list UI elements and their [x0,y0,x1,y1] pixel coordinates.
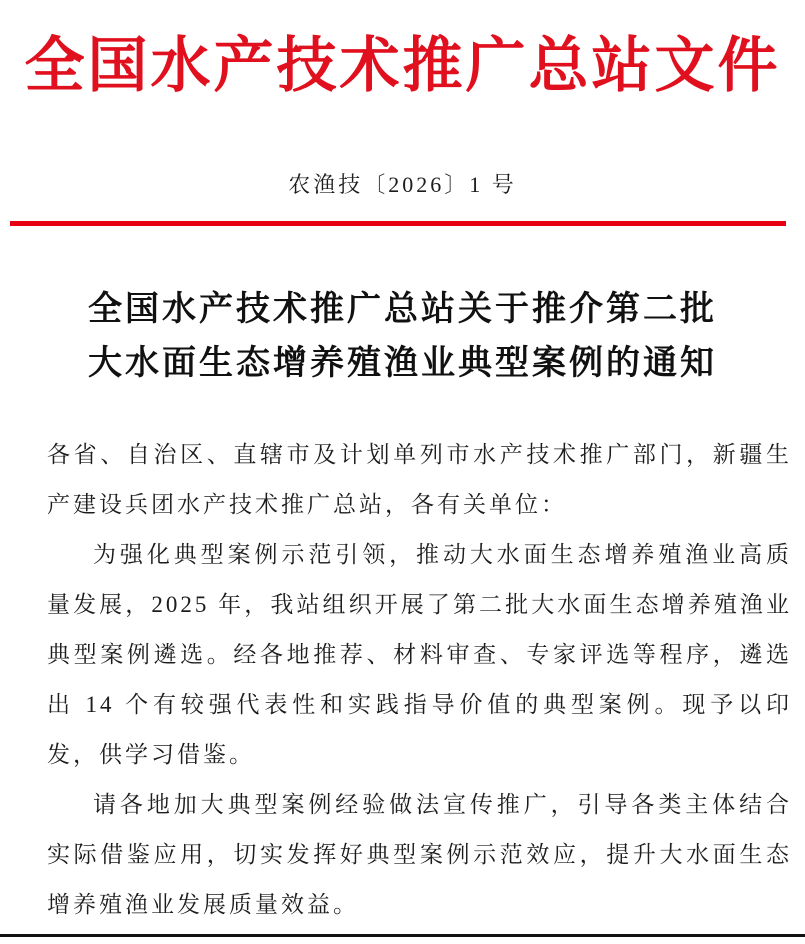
paragraph-promotion-request: 请各地加大典型案例经验做法宣传推广，引导各类主体结合实际借鉴应用，切实发挥好典型案例示范效应，提升大水面生态增养殖渔业发展质量效益。 [47,792,792,917]
document-header-title: 全国水产技术推广总站文件 [24,33,781,99]
document-body [47,430,792,930]
paragraph-addressees: 各省、自治区、直辖市及计划单列市水产技术推广部门，新疆生产建设兵团水产技术推广总站，各有关单位： [47,442,792,517]
red-divider-line [10,221,786,226]
paragraph-selection-overview: 为强化典型案例示范引领，推动大水面生态增养殖渔业高质量发展，2025 年，我站组织开展了第二批大水面生态增养殖渔业典型案例遴选。经各地推荐、材料审查、专家评选等程序，遴选出 14 个有较强代表性和实践指导价值的典型案例。现予以印发，供学习借鉴。 [47,542,792,767]
document-title-line-2: 大水面生态增养殖渔业典型案例的通知 [88,345,717,382]
document-title-line-1: 全国水产技术推广总站关于推介第二批 [88,291,717,328]
bottom-crop-border [0,934,805,937]
document-number: 农渔技〔2026〕1 号 [288,172,517,197]
document-title [0,283,805,391]
